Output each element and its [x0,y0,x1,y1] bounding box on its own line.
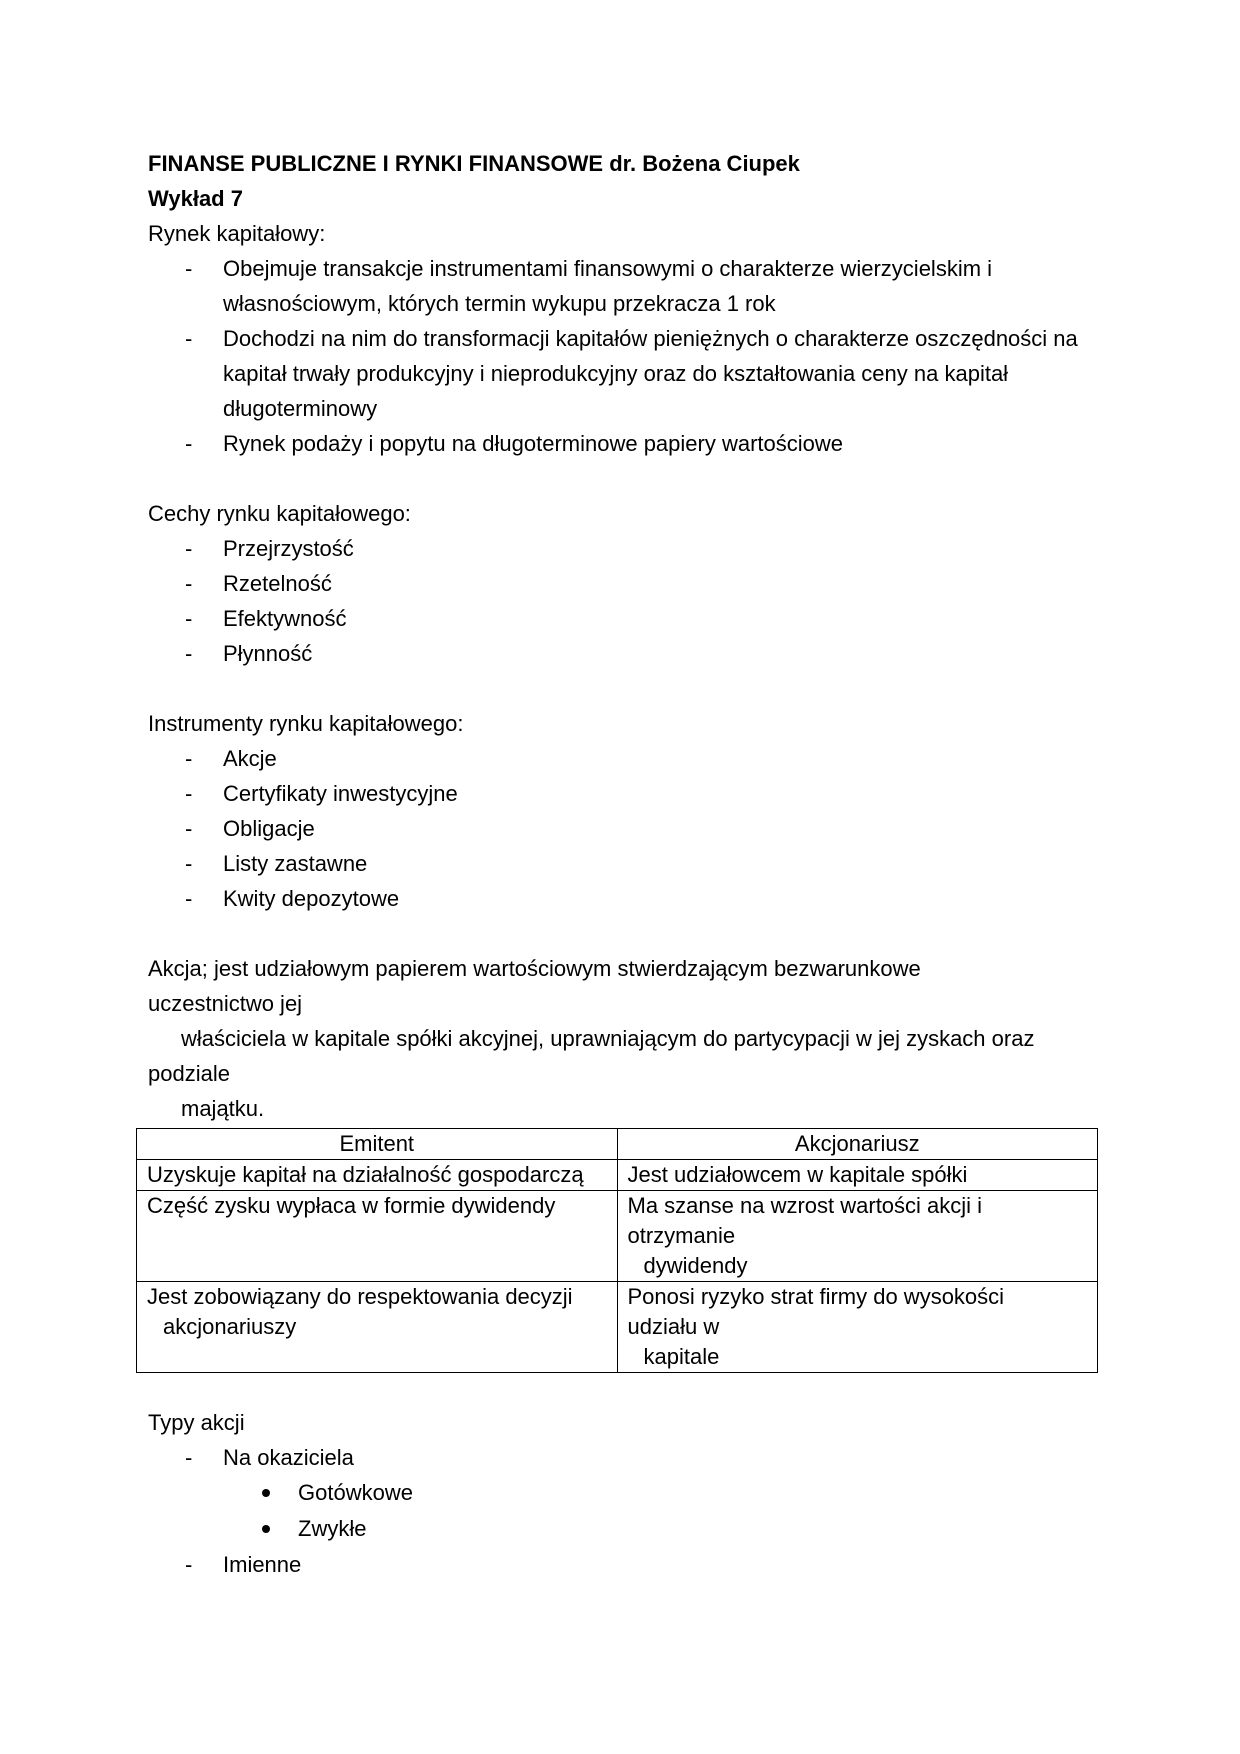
dash-marker: - [185,641,193,666]
list-item: - Efektywność [148,601,1098,636]
features-list [148,531,1098,671]
document-page [148,146,1098,1582]
instruments-list [148,741,1098,916]
list-item: Gotówkowe [148,1475,1098,1511]
bullet-icon [262,1525,270,1533]
definition-line: właściciela w kapitale spółki akcyjnej, uprawniającym do partycypacji w jej zyskach oraz [181,1026,1035,1051]
comparison-table [136,1128,1098,1373]
bullet-icon [262,1489,270,1497]
list-item: - Przejrzystość [148,531,1098,566]
table-cell: Ma szanse na wzrost wartości akcji i otrzymanie dywidendy [617,1191,1098,1282]
table-cell: Jest udziałowcem w kapitale spółki [617,1160,1098,1191]
dash-marker: - [185,816,193,841]
dash-marker: - [185,851,193,876]
document-title: FINANSE PUBLICZNE I RYNKI FINANSOWE dr. Bożena Ciupek [148,151,800,176]
share-types-list [148,1440,1098,1475]
list-item: - Certyfikaty inwestycyjne [148,776,1098,811]
section-heading-capital-market: Rynek kapitałowy: [148,221,326,246]
column-header-emitent: Emitent [137,1129,618,1160]
section-heading-features: Cechy rynku kapitałowego: [148,501,411,526]
list-item: - Obejmuje transakcje instrumentami finansowymi o charakterze wierzycielskim i własnościowym, których termin wykupu przekracza 1 rok [148,251,1123,321]
table-cell: Część zysku wypłaca w formie dywidendy [137,1191,618,1282]
table-cell: Jest zobowiązany do respektowania decyzji akcjonariuszy [137,1282,618,1373]
list-item: - Listy zastawne [148,846,1098,881]
capital-market-list [148,251,1098,461]
bearer-share-subtypes [148,1475,1098,1547]
dash-marker: - [185,886,193,911]
dash-marker: - [185,326,193,351]
list-item: - Płynność [148,636,1098,671]
list-item: - Rzetelność [148,566,1098,601]
table-row [137,1160,1098,1191]
list-item: - Akcje [148,741,1098,776]
list-item: - Rynek podaży i popytu na długoterminowe papiery wartościowe [148,426,1123,461]
definition-line: Akcja; jest udziałowym papierem wartościowym stwierdzającym bezwarunkowe [148,956,921,981]
dash-marker: - [185,746,193,771]
section-heading-share-types: Typy akcji [148,1410,245,1435]
share-types-list-2 [148,1547,1098,1582]
table-cell: Uzyskuje kapitał na działalność gospodarczą [137,1160,618,1191]
dash-marker: - [185,1552,193,1577]
dash-marker: - [185,781,193,806]
definition-line: majątku. [181,1096,265,1121]
dash-marker: - [185,536,193,561]
dash-marker: - [185,1445,193,1470]
list-item: - Obligacje [148,811,1098,846]
dash-marker: - [185,256,193,281]
table-header-row [137,1129,1098,1160]
table-cell: Ponosi ryzyko strat firmy do wysokości udziału w kapitale [617,1282,1098,1373]
section-heading-instruments: Instrumenty rynku kapitałowego: [148,711,464,736]
list-item: - Dochodzi na nim do transformacji kapitałów pieniężnych o charakterze oszczędności na kapitał trwały produkcyjny i nieprodukcyjny oraz do kształtowania ceny na kapitał długoterminowy [148,321,1123,426]
list-item: - Kwity depozytowe [148,881,1098,916]
dash-marker: - [185,571,193,596]
list-item: - Imienne [148,1547,1098,1582]
column-header-akcjonariusz: Akcjonariusz [617,1129,1098,1160]
list-item: - Na okaziciela [148,1440,1098,1475]
definition-line: uczestnictwo jej [148,991,303,1016]
table-row [137,1191,1098,1282]
list-item: Zwykłe [148,1511,1098,1547]
definition-line: podziale [148,1061,230,1086]
lecture-number: Wykład 7 [148,186,243,211]
table-row [137,1282,1098,1373]
dash-marker: - [185,606,193,631]
dash-marker: - [185,431,193,456]
